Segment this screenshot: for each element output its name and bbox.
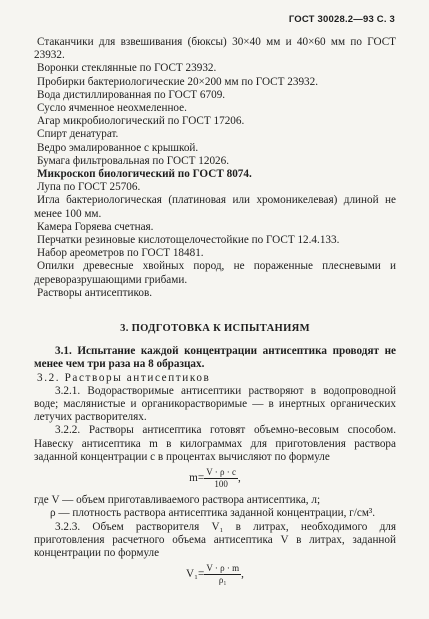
material-item: Вода дистиллированная по ГОСТ 6709.	[37, 88, 226, 101]
material-item: Воронки стеклянные по ГОСТ 23932.	[37, 62, 217, 75]
page-header: ГОСТ 30028.2—93 С. 3	[288, 14, 395, 25]
formula-fraction	[204, 563, 241, 586]
formula-numerator: V · ρ · m	[206, 563, 240, 574]
material-item: Камера Горяева счетная.	[37, 220, 154, 233]
paragraph-3-2-3: 3.2.3. Объем растворителя V₁ в литрах, необходимого для приготовления расчетного объема антисептика V в литрах, заданной концентрации по формуле	[34, 520, 396, 559]
paragraph-3-2: 3.2. Растворы антисептиков	[37, 371, 211, 384]
formula-mass	[34, 467, 396, 490]
formula-end: ,	[238, 472, 241, 485]
formula-denominator: 100	[214, 479, 228, 490]
material-item: Игла бактериологическая (платиновая или хромоникелевая) длиной не менее 100 мм.	[34, 194, 396, 220]
legend-rho: ρ — плотность раствора антисептика заданной концентрации, г/см³.	[50, 507, 376, 520]
formula-fraction	[204, 467, 238, 490]
formula-lhs: V₁=	[186, 568, 205, 581]
material-item: Опилки древесные хвойных пород, не пораженные плесневыми и дереворазрушающими грибами.	[34, 260, 396, 286]
material-item: Пробирки бактериологические 20×200 мм по ГОСТ 23932.	[37, 75, 319, 88]
material-item: Спирт денатурат.	[37, 128, 119, 141]
document-body	[34, 36, 396, 590]
material-item: Стаканчики для взвешивания (бюксы) 30×40 мм и 40×60 мм по ГОСТ 23932.	[34, 36, 396, 62]
material-item: Бумага фильтровальная по ГОСТ 12026.	[37, 154, 230, 167]
formula-solvent-volume	[34, 563, 396, 586]
section-title: 3. ПОДГОТОВКА К ИСПЫТАНИЯМ	[120, 323, 310, 335]
legend-v: где V — объем приготавливаемого раствора антисептика, л;	[34, 494, 321, 507]
material-item: Перчатки резиновые кислотощелочестойкие по ГОСТ 12.4.133.	[37, 234, 340, 247]
material-item: Микроскоп биологический по ГОСТ 8074.	[37, 168, 252, 181]
paragraph-3-2-2: 3.2.2. Растворы антисептика готовят объемно-весовым способом. Навеску антисептика m в килограммах для приготовления раствора заданной концентрации c в процентах вычисляют по формуле	[34, 424, 396, 463]
material-item: Лупа по ГОСТ 25706.	[37, 181, 141, 194]
formula-numerator: V · ρ · c	[206, 467, 237, 478]
material-item: Растворы антисептиков.	[37, 286, 153, 299]
formula-denominator: ρ₁	[218, 575, 227, 586]
material-item: Ведро эмалированное с крышкой.	[37, 141, 199, 154]
paragraph-3-1: 3.1. Испытание каждой концентрации антисептика проводят не менее чем три раза на 8 образцах.	[34, 345, 396, 371]
material-item: Набор ареометров по ГОСТ 18481.	[37, 247, 204, 260]
material-item: Сусло ячменное неохмеленное.	[37, 102, 187, 115]
paragraph-3-2-1: 3.2.1. Водорастворимые антисептики растворяют в водопроводной воде; маслянистые и органикорастворимые — в инертных органических летучих растворителях.	[34, 384, 396, 424]
formula-end: ,	[241, 568, 244, 581]
formula-lhs: m=	[189, 472, 205, 485]
material-item: Агар микробиологический по ГОСТ 17206.	[37, 115, 245, 128]
